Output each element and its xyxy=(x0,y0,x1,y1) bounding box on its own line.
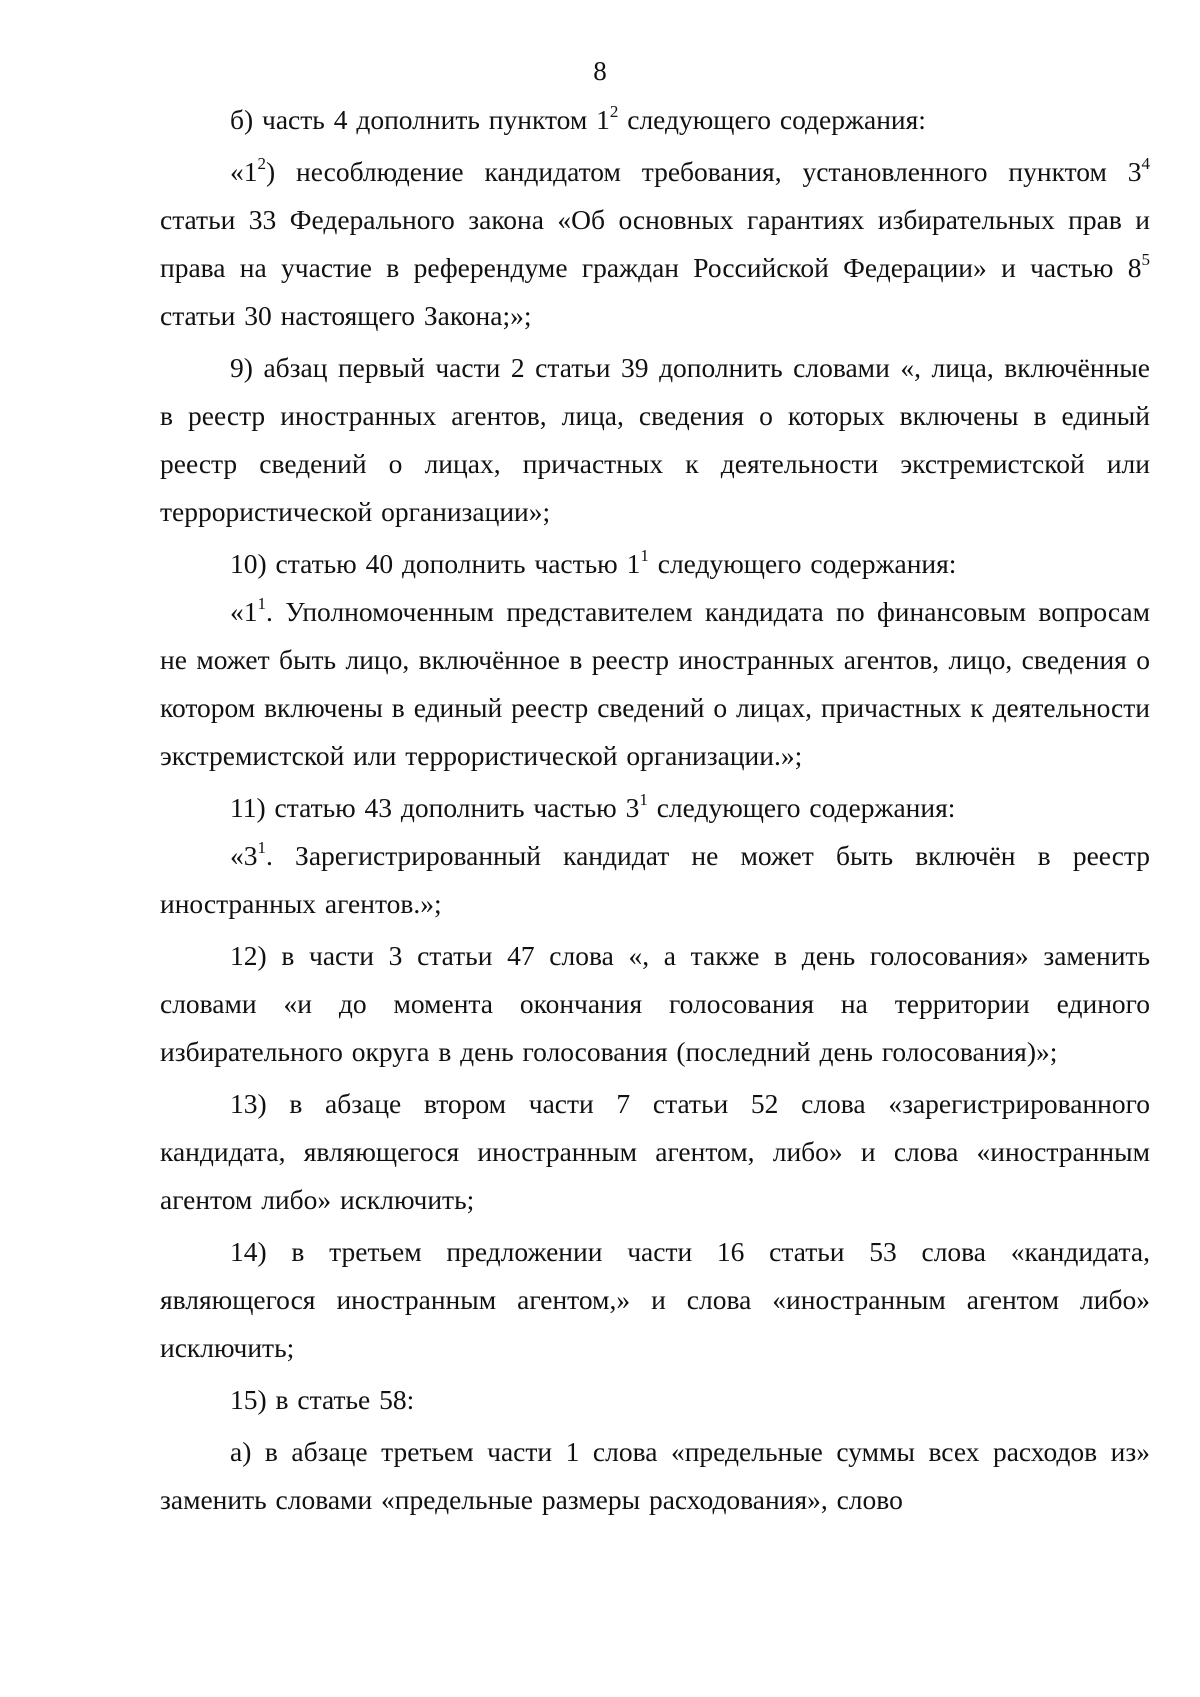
text-fragment: «1 xyxy=(230,596,258,627)
document-body xyxy=(160,96,1150,1524)
paragraph-quote-3-1 xyxy=(160,832,1150,928)
text-fragment: «1 xyxy=(230,156,258,187)
superscript: 1 xyxy=(257,594,266,613)
text-fragment: следующего содержания: xyxy=(618,104,926,135)
paragraph-quote-1-1 xyxy=(160,588,1150,780)
text-fragment: статьи 30 настоящего Закона;»; xyxy=(160,300,532,331)
superscript: 5 xyxy=(1141,250,1150,269)
text-fragment: 11) статью 43 дополнить частью 3 xyxy=(230,792,640,823)
paragraph-item-13: 13) в абзаце втором части 7 статьи 52 слова «зарегистрированного кандидата, являющегося иностранным агентом, либо» и слова «иностранным агентом либо» исключить; xyxy=(160,1088,1150,1215)
text-fragment: . Уполномоченным представителем кандидата по финансовым вопросам не может быть лицо, включённое в реестр иностранных агентов, лицо, сведения о котором включены в единый реестр сведений о лицах, причастных к деятельности экстремистской или террористической организации.»; xyxy=(160,596,1150,771)
text-fragment: . Зарегистрированный кандидат не может быть включён в реестр иностранных агентов.»; xyxy=(160,840,1150,919)
text-fragment: 10) статью 40 дополнить частью 1 xyxy=(230,548,641,579)
paragraph-item-11 xyxy=(160,784,1150,832)
paragraph-item-14: 14) в третьем предложении части 16 статьи 53 слова «кандидата, являющегося иностранным агентом,» и слова «иностранным агентом либо» исключить; xyxy=(160,1236,1150,1363)
superscript: 2 xyxy=(609,102,619,121)
paragraph-quote-1-2 xyxy=(160,148,1150,340)
paragraph-item-12: 12) в части 3 статьи 47 слова «, а также в день голосования» заменить словами «и до момента окончания голосования на территории единого избирательного округа в день голосования (последний день голосования)»; xyxy=(160,940,1150,1067)
text-fragment: ) несоблюдение кандидатом требования, установленного пунктом 3 xyxy=(266,156,1142,187)
text-fragment: следующего содержания: xyxy=(648,548,957,579)
paragraph-item-15: 15) в статье 58: xyxy=(230,1384,415,1415)
paragraph-item-9: 9) абзац первый части 2 статьи 39 дополнить словами «, лица, включённые в реестр иностранных агентов, лица, сведения о которых включены в единый реестр сведений о лицах, причастных к деятельности экстремистской или террористической организации»; xyxy=(160,352,1150,527)
superscript: 1 xyxy=(640,546,649,565)
text-fragment: «3 xyxy=(230,840,258,871)
superscript: 1 xyxy=(257,838,266,857)
text-fragment: статьи 33 Федерального закона «Об основных гарантиях избирательных прав и права на участие в референдуме граждан Российской Федерации» и частью 8 xyxy=(160,204,1150,283)
paragraph-item-10 xyxy=(160,540,1150,588)
text-fragment: следующего содержания: xyxy=(647,792,956,823)
page-number: 8 xyxy=(593,56,607,86)
text-fragment: б) часть 4 дополнить пунктом 1 xyxy=(230,104,610,135)
superscript: 2 xyxy=(257,154,266,173)
paragraph-item-15-a: а) в абзаце третьем части 1 слова «предельные суммы всех расходов из» заменить словами «предельные размеры расходования», слово xyxy=(160,1436,1150,1515)
superscript: 4 xyxy=(1141,154,1150,173)
superscript: 1 xyxy=(639,790,648,809)
paragraph-b-part-4 xyxy=(160,96,1150,144)
